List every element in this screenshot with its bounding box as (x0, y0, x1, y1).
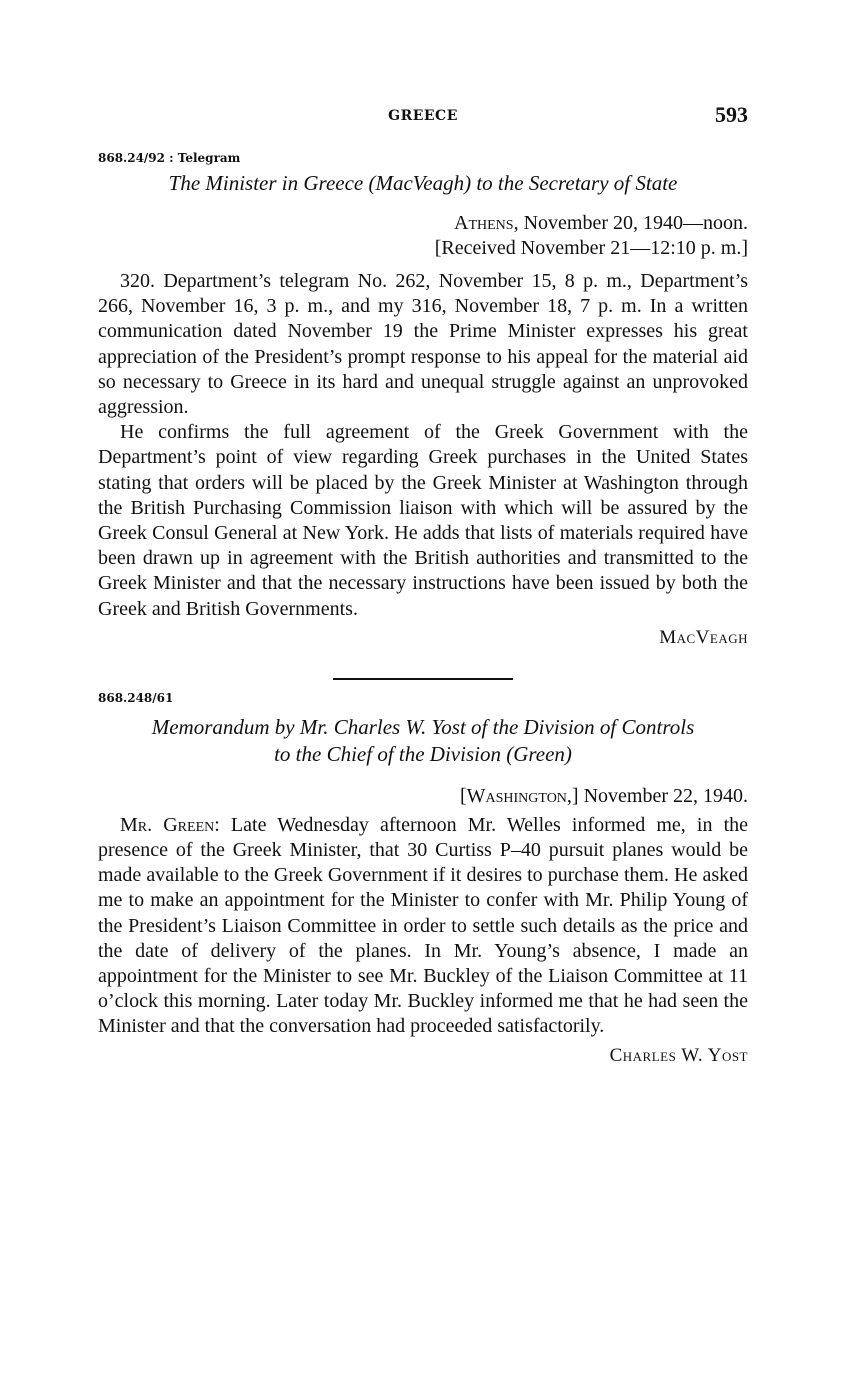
file-reference: 868.248/61 (98, 690, 174, 705)
dateline-date: November 20, 1940—noon. (518, 212, 748, 234)
body-paragraph: He confirms the full agreement of the Greek Government with the Department’s point of view regarding Greek purchases in the United States stating that orders will be placed by the Greek Minister at Washington through the British Purchasing Commission liaison with which will be assured by the Greek Consul General at New York. He adds that lists of materials required have been drawn up in agreement with the British authorities and transmitted to the Greek Minister and that the necessary instructions have been issued by both the Greek and British Governments. (98, 421, 748, 620)
dateline-place: Athens, (454, 212, 519, 234)
paragraph-text: : Late Wednesday afternoon Mr. Welles informed me, in the presence of the Greek Minister, that 30 Curtiss P–40 pursuit planes would be made available to the Greek Government if it desires to purchase them. He asked me to make an appointment for the Minister to confer with Mr. Philip Young of the President’s Liaison Committee in order to settle such details as the price and the date of delivery of the planes. In Mr. Young’s absence, I made an appointment for the Minister to see Mr. Buckley of the Liaison Committee at 11 o’clock this morning. Later today Mr. Buckley informed me that he had seen the Minister and that the conversation had proceeded satisfactorily. (98, 813, 749, 1038)
dateline (98, 784, 748, 809)
dateline (98, 211, 748, 236)
signature: Charles W. Yost (609, 1044, 748, 1066)
document-title: The Minister in Greece (MacVeagh) to the Secretary of State (168, 171, 678, 195)
telegram-document (98, 150, 748, 650)
running-header (98, 100, 748, 134)
dateline-place: [Washington,] (459, 784, 579, 807)
document-page (98, 100, 748, 1068)
section-divider (333, 678, 513, 680)
dateline-date: November 22, 1940. (578, 784, 748, 807)
received-line: [Received November 21—12:10 p. m.] (434, 237, 748, 259)
memorandum-document (98, 690, 748, 1068)
salutation: Mr. Green (120, 813, 215, 836)
document-title-line: to the Chief of the Division (Green) (274, 741, 572, 766)
file-reference: 868.24/92 : Telegram (98, 151, 241, 165)
page-number: 593 (715, 102, 748, 127)
body-paragraph (98, 813, 748, 1040)
signature: MacVeagh (659, 626, 748, 648)
document-title-line: Memorandum by Mr. Charles W. Yost of the Division of Controls (151, 714, 695, 739)
body-paragraph: 320. Department’s telegram No. 262, November 15, 8 p. m., Department’s 266, November 16, 3 p. m., and my 316, November 18, 7 p. m. In a written communication dated November 19 the Prime Minister expresses his great appreciation of the President’s prompt response to his appeal for the material aid so necessary to Greece in its hard and unequal struggle against an unprovoked aggression. (98, 270, 748, 419)
document-title (98, 714, 748, 768)
running-title: GREECE (388, 108, 458, 124)
